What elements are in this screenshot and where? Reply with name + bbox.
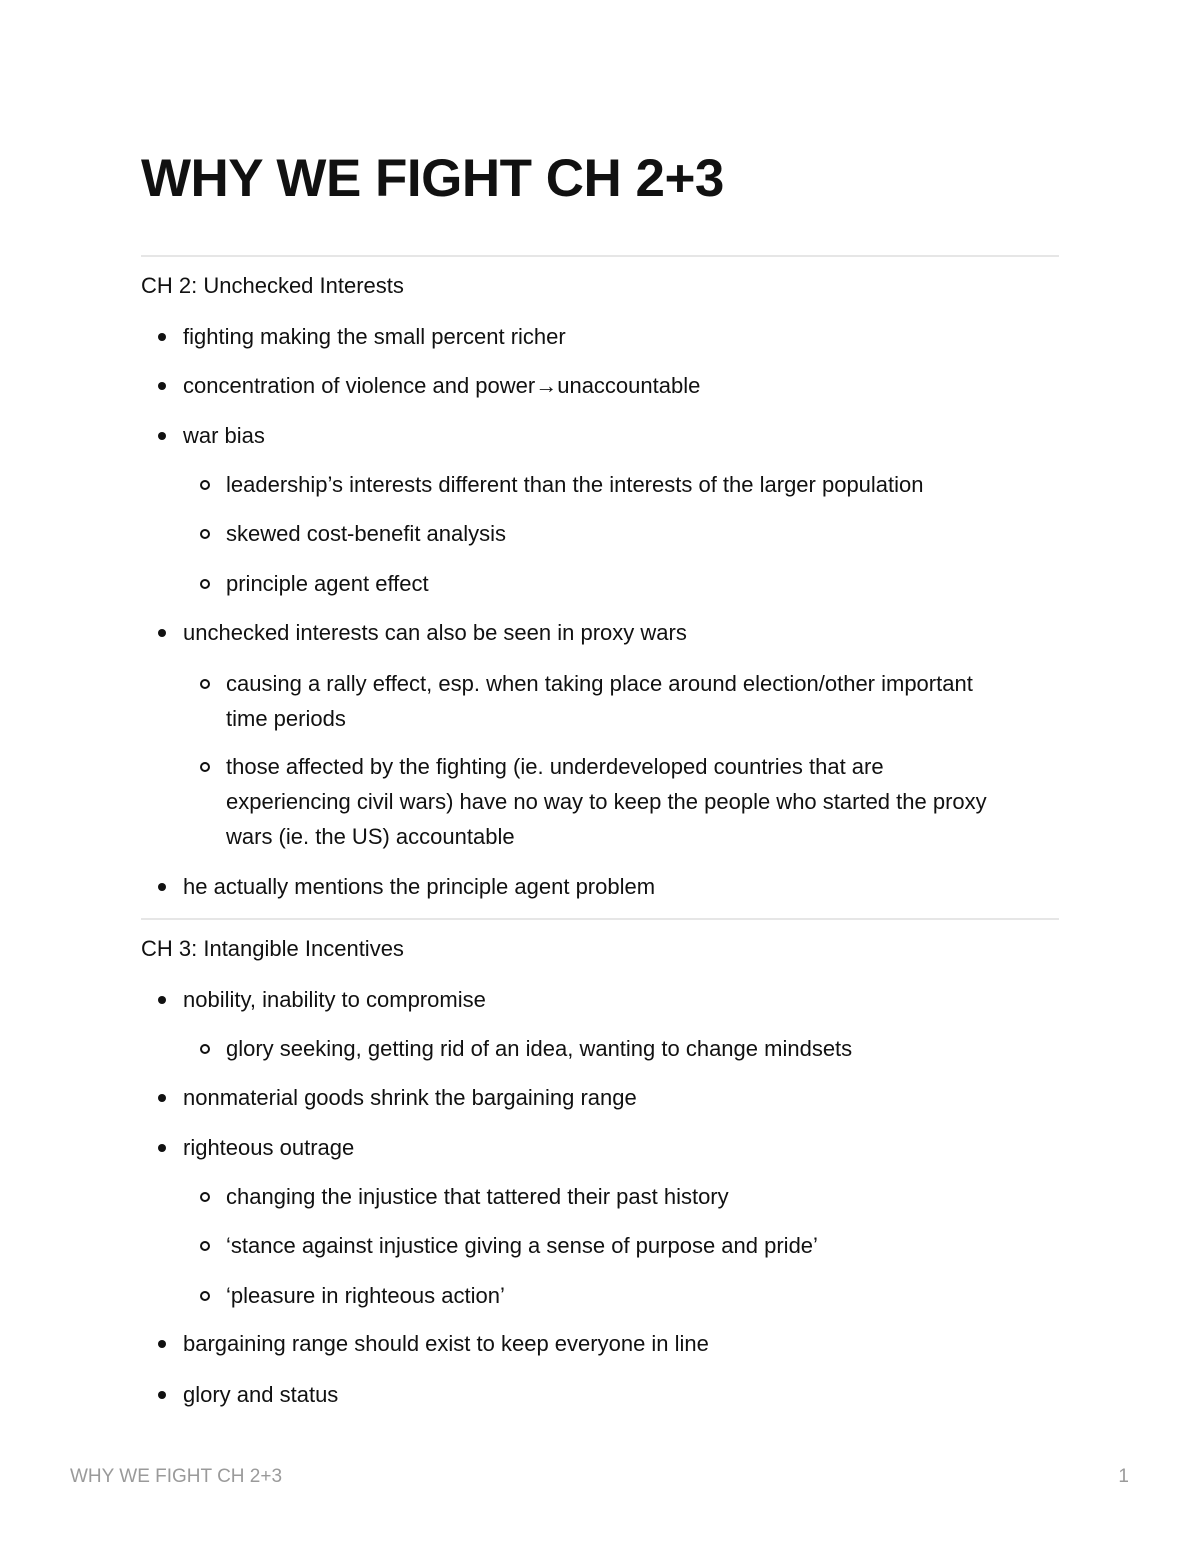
hollow-bullet-icon — [200, 679, 210, 689]
bullet-icon — [158, 432, 166, 440]
list-item: those affected by the fighting (ie. underdeveloped countries that are experiencing civil wars) have no way to keep the people who started the proxy wars (ie. the US) accountable — [226, 749, 987, 854]
bullet-icon — [158, 996, 166, 1004]
bullet-icon — [158, 629, 166, 637]
list-item: righteous outrage — [183, 1130, 354, 1165]
hollow-bullet-icon — [200, 1291, 210, 1301]
list-item: principle agent effect — [226, 566, 429, 601]
hollow-bullet-icon — [200, 480, 210, 490]
section-heading-ch2: CH 2: Unchecked Interests — [141, 273, 404, 298]
bullet-icon — [158, 1340, 166, 1348]
hollow-bullet-icon — [200, 762, 210, 772]
list-item: leadership’s interests different than the interests of the larger population — [226, 467, 924, 502]
hollow-bullet-icon — [200, 1241, 210, 1251]
list-item: glory and status — [183, 1377, 338, 1412]
list-item: causing a rally effect, esp. when taking place around election/other important time periods — [226, 666, 973, 736]
list-item: he actually mentions the principle agent problem — [183, 869, 655, 904]
list-item: nonmaterial goods shrink the bargaining range — [183, 1080, 637, 1115]
hollow-bullet-icon — [200, 1044, 210, 1054]
bullet-icon — [158, 1144, 166, 1152]
bullet-icon — [158, 382, 166, 390]
hollow-bullet-icon — [200, 529, 210, 539]
bullet-icon — [158, 883, 166, 891]
list-item: ‘pleasure in righteous action’ — [226, 1278, 505, 1313]
hollow-bullet-icon — [200, 1192, 210, 1202]
hollow-bullet-icon — [200, 579, 210, 589]
footer-title: WHY WE FIGHT CH 2+3 — [70, 1466, 283, 1487]
divider — [141, 255, 1059, 257]
page-title: WHY WE FIGHT CH 2+3 — [141, 149, 724, 208]
list-item: skewed cost-benefit analysis — [226, 516, 506, 551]
list-item: glory seeking, getting rid of an idea, wanting to change mindsets — [226, 1031, 852, 1066]
list-item: nobility, inability to compromise — [183, 982, 486, 1017]
list-item: changing the injustice that tattered their past history — [226, 1179, 729, 1214]
list-item: concentration of violence and power→unaccountable — [183, 368, 700, 403]
bullet-icon — [158, 333, 166, 341]
section-heading-ch3: CH 3: Intangible Incentives — [141, 936, 404, 961]
list-item: ‘stance against injustice giving a sense of purpose and pride’ — [226, 1228, 818, 1263]
bullet-icon — [158, 1094, 166, 1102]
list-item: unchecked interests can also be seen in proxy wars — [183, 615, 687, 650]
page-number: 1 — [1118, 1466, 1129, 1487]
list-item: war bias — [183, 418, 265, 453]
divider — [141, 918, 1059, 920]
list-item: bargaining range should exist to keep everyone in line — [183, 1326, 709, 1361]
list-item: fighting making the small percent richer — [183, 319, 566, 354]
bullet-icon — [158, 1391, 166, 1399]
